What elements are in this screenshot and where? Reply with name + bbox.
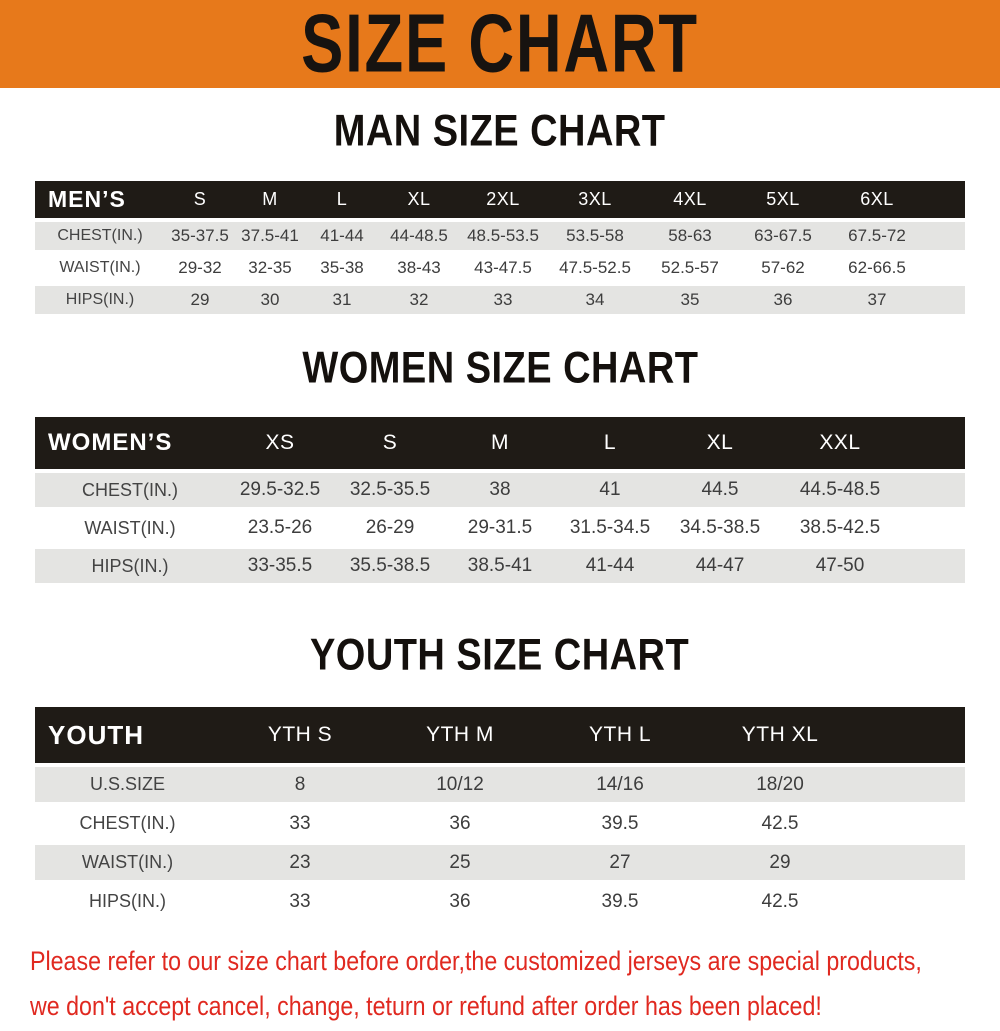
size-value-cell: 33-35.5 — [247, 555, 313, 576]
size-column-header: S — [382, 431, 398, 454]
size-value-cell: 47-50 — [815, 555, 865, 576]
disclaimer-line-1: Please refer to our size chart before order,the customized jerseys are special products, — [30, 946, 922, 976]
size-value-cell: 14/16 — [596, 773, 644, 795]
size-column-header: L — [336, 189, 348, 209]
size-column-header: XXL — [819, 431, 861, 454]
size-value-cell: 35-38 — [320, 258, 364, 277]
size-value-cell: 29 — [769, 851, 791, 873]
size-value-cell: 34 — [585, 290, 605, 309]
size-column-header: M — [262, 189, 278, 209]
women-section — [0, 343, 1000, 587]
table-header-row — [35, 181, 965, 218]
size-column-header: 4XL — [673, 189, 707, 209]
table-header-row — [35, 707, 965, 763]
row-label: WAIST(IN.) — [84, 517, 176, 538]
size-column-header: L — [603, 431, 617, 454]
size-value-cell: 57-62 — [761, 258, 805, 277]
size-column-header: 5XL — [766, 189, 800, 209]
measurement-row — [35, 549, 965, 583]
size-value-cell: 44.5-48.5 — [799, 479, 881, 500]
size-value-cell: 25 — [449, 851, 471, 873]
size-value-cell: 37.5-41 — [241, 226, 299, 245]
size-value-cell: 39.5 — [601, 890, 639, 912]
size-value-cell: 58-63 — [668, 226, 712, 245]
size-value-cell: 44-48.5 — [390, 226, 448, 245]
row-label: WAIST(IN.) — [81, 852, 174, 872]
size-value-cell: 48.5-53.5 — [467, 226, 539, 245]
size-value-cell: 36 — [449, 812, 471, 834]
measurement-row — [35, 286, 965, 314]
size-column-header: XL — [407, 189, 431, 209]
size-column-header: 6XL — [860, 189, 894, 209]
size-column-header: XL — [706, 431, 734, 454]
disclaimer-row — [30, 941, 1000, 986]
row-label: HIPS(IN.) — [88, 891, 166, 911]
size-column-header: S — [193, 189, 207, 209]
size-value-cell: 42.5 — [761, 812, 799, 834]
youth-heading-text: YOUTH SIZE CHART — [310, 630, 690, 680]
size-value-cell: 41-44 — [585, 555, 635, 576]
measurement-row — [35, 254, 965, 282]
size-value-cell: 53.5-58 — [566, 226, 624, 245]
row-label: U.S.SIZE — [89, 774, 165, 794]
disclaimer-row — [30, 986, 1000, 1031]
measurement-row — [35, 767, 965, 802]
size-value-cell: 29.5-32.5 — [239, 479, 321, 500]
size-value-cell: 52.5-57 — [661, 258, 719, 277]
size-value-cell: 8 — [294, 773, 306, 795]
size-value-cell: 63-67.5 — [754, 226, 812, 245]
measurement-row — [35, 222, 965, 250]
size-value-cell: 36 — [449, 890, 471, 912]
size-value-cell: 27 — [609, 851, 631, 873]
size-value-cell: 44-47 — [695, 555, 745, 576]
size-value-cell: 23.5-26 — [247, 517, 313, 538]
size-value-cell: 34.5-38.5 — [679, 517, 761, 538]
table-corner-label: MEN’S — [48, 186, 126, 212]
size-column-header: 2XL — [486, 189, 520, 209]
table-corner-label: YOUTH — [48, 719, 144, 750]
size-value-cell: 26-29 — [365, 517, 415, 538]
size-value-cell: 62-66.5 — [848, 258, 906, 277]
size-value-cell: 29 — [190, 290, 210, 309]
size-value-cell: 38-43 — [397, 258, 441, 277]
size-value-cell: 32.5-35.5 — [349, 479, 431, 500]
banner — [0, 0, 1000, 91]
women-size-table — [35, 413, 965, 587]
size-value-cell: 33 — [289, 890, 311, 912]
youth-section — [0, 630, 1000, 923]
row-label: CHEST(IN.) — [57, 227, 143, 244]
size-column-header: XS — [265, 431, 295, 454]
size-value-cell: 36 — [773, 290, 793, 309]
men-size-table — [35, 177, 965, 318]
row-label: CHEST(IN.) — [79, 813, 176, 833]
size-value-cell: 41 — [599, 479, 621, 500]
size-value-cell: 67.5-72 — [848, 226, 906, 245]
size-value-cell: 37 — [867, 290, 887, 309]
size-value-cell: 44.5 — [701, 479, 739, 500]
size-column-header: YTH S — [267, 723, 333, 746]
size-value-cell: 43-47.5 — [474, 258, 532, 277]
banner-title: SIZE CHART — [301, 0, 699, 91]
size-column-header: 3XL — [578, 189, 612, 209]
table-header-row — [35, 417, 965, 469]
size-value-cell: 32-35 — [248, 258, 292, 277]
size-value-cell: 18/20 — [756, 773, 804, 795]
size-value-cell: 23 — [289, 851, 311, 873]
youth-heading — [0, 630, 1000, 683]
size-value-cell: 10/12 — [436, 773, 484, 795]
row-label: HIPS(IN.) — [91, 555, 169, 576]
measurement-row — [35, 806, 965, 841]
measurement-row — [35, 845, 965, 880]
row-label: CHEST(IN.) — [82, 479, 178, 500]
size-value-cell: 38 — [489, 479, 511, 500]
size-value-cell: 29-31.5 — [467, 517, 533, 538]
women-heading-text: WOMEN SIZE CHART — [301, 343, 699, 393]
measurement-row — [35, 473, 965, 507]
disclaimer-line-2: we don't accept cancel, change, teturn or refund after order has been placed! — [30, 991, 822, 1021]
size-value-cell: 29-32 — [178, 258, 222, 277]
size-value-cell: 31 — [332, 290, 352, 309]
size-value-cell: 32 — [409, 290, 429, 309]
disclaimer — [0, 941, 1000, 1031]
table-corner-label: WOMEN’S — [48, 429, 173, 456]
men-section — [0, 106, 1000, 318]
size-value-cell: 41-44 — [320, 226, 364, 245]
size-column-header: M — [491, 431, 509, 454]
youth-size-table — [35, 703, 965, 923]
size-value-cell: 33 — [493, 290, 513, 309]
size-value-cell: 30 — [260, 290, 280, 309]
size-value-cell: 42.5 — [761, 890, 799, 912]
measurement-row — [35, 884, 965, 919]
size-column-header: YTH M — [426, 723, 494, 746]
size-value-cell: 35-37.5 — [171, 226, 229, 245]
row-label: WAIST(IN.) — [59, 259, 141, 276]
size-value-cell: 38.5-42.5 — [799, 517, 881, 538]
size-value-cell: 47.5-52.5 — [559, 258, 631, 277]
measurement-row — [35, 511, 965, 545]
size-value-cell: 38.5-41 — [467, 555, 533, 576]
size-value-cell: 35.5-38.5 — [349, 555, 431, 576]
size-column-header: YTH XL — [741, 723, 819, 746]
size-value-cell: 31.5-34.5 — [569, 517, 651, 538]
row-label: HIPS(IN.) — [65, 291, 135, 308]
size-value-cell: 39.5 — [601, 812, 639, 834]
size-value-cell: 35 — [680, 290, 700, 309]
size-column-header: YTH L — [588, 723, 651, 746]
men-heading-text: MAN SIZE CHART — [334, 106, 666, 156]
men-heading — [0, 106, 1000, 159]
women-heading — [0, 343, 1000, 396]
size-value-cell: 33 — [289, 812, 311, 834]
